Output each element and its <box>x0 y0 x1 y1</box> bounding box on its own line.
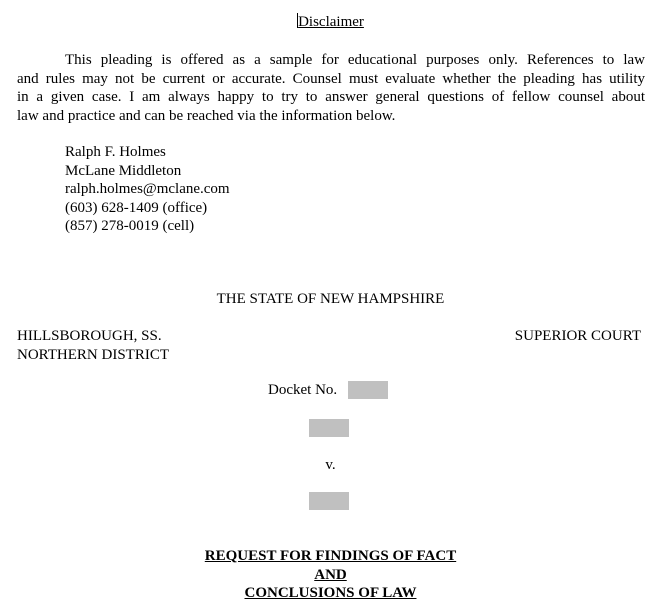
contact-block <box>65 143 230 236</box>
heading-line-2: AND <box>314 566 347 583</box>
contact-email: ralph.holmes@mclane.com <box>65 181 230 197</box>
contact-name: Ralph F. Holmes <box>65 144 166 160</box>
heading-line-1: REQUEST FOR FINDINGS OF FACT <box>204 548 457 564</box>
caption-state: THE STATE OF NEW HAMPSHIRE <box>216 291 445 307</box>
caption-district: NORTHERN DISTRICT <box>17 347 170 363</box>
contact-cell-phone: (857) 278-0019 (cell) <box>65 218 195 234</box>
disclaimer-line-2: and rules may not be current or accurate. Counsel must evaluate whether the pleading has utility <box>17 70 645 87</box>
disclaimer-line-1: This pleading is offered as a sample for educational purposes only. References to law <box>65 52 645 68</box>
disclaimer-title-text: Disclaimer <box>298 14 364 30</box>
docket-label: Docket No. <box>268 382 338 398</box>
caption-county: HILLSBOROUGH, SS. <box>17 328 162 344</box>
caption-versus: v. <box>325 457 336 473</box>
redacted-plaintiff <box>309 419 349 437</box>
contact-firm: McLane Middleton <box>65 162 182 179</box>
redacted-defendant <box>309 492 349 510</box>
disclaimer-paragraph <box>17 51 645 125</box>
disclaimer-title <box>0 13 661 31</box>
disclaimer-line-4: law and practice and can be reached via the information below. <box>17 107 396 124</box>
heading-line-3: CONCLUSIONS OF LAW <box>244 585 417 601</box>
pleading-heading <box>0 547 661 603</box>
caption-court: SUPERIOR COURT <box>514 328 641 344</box>
contact-office-phone: (603) 628-1409 (office) <box>65 199 208 216</box>
disclaimer-line-3: in a given case. I am always happy to try to answer general questions of fellow counsel about <box>17 89 645 105</box>
redacted-docket-number <box>348 381 388 399</box>
